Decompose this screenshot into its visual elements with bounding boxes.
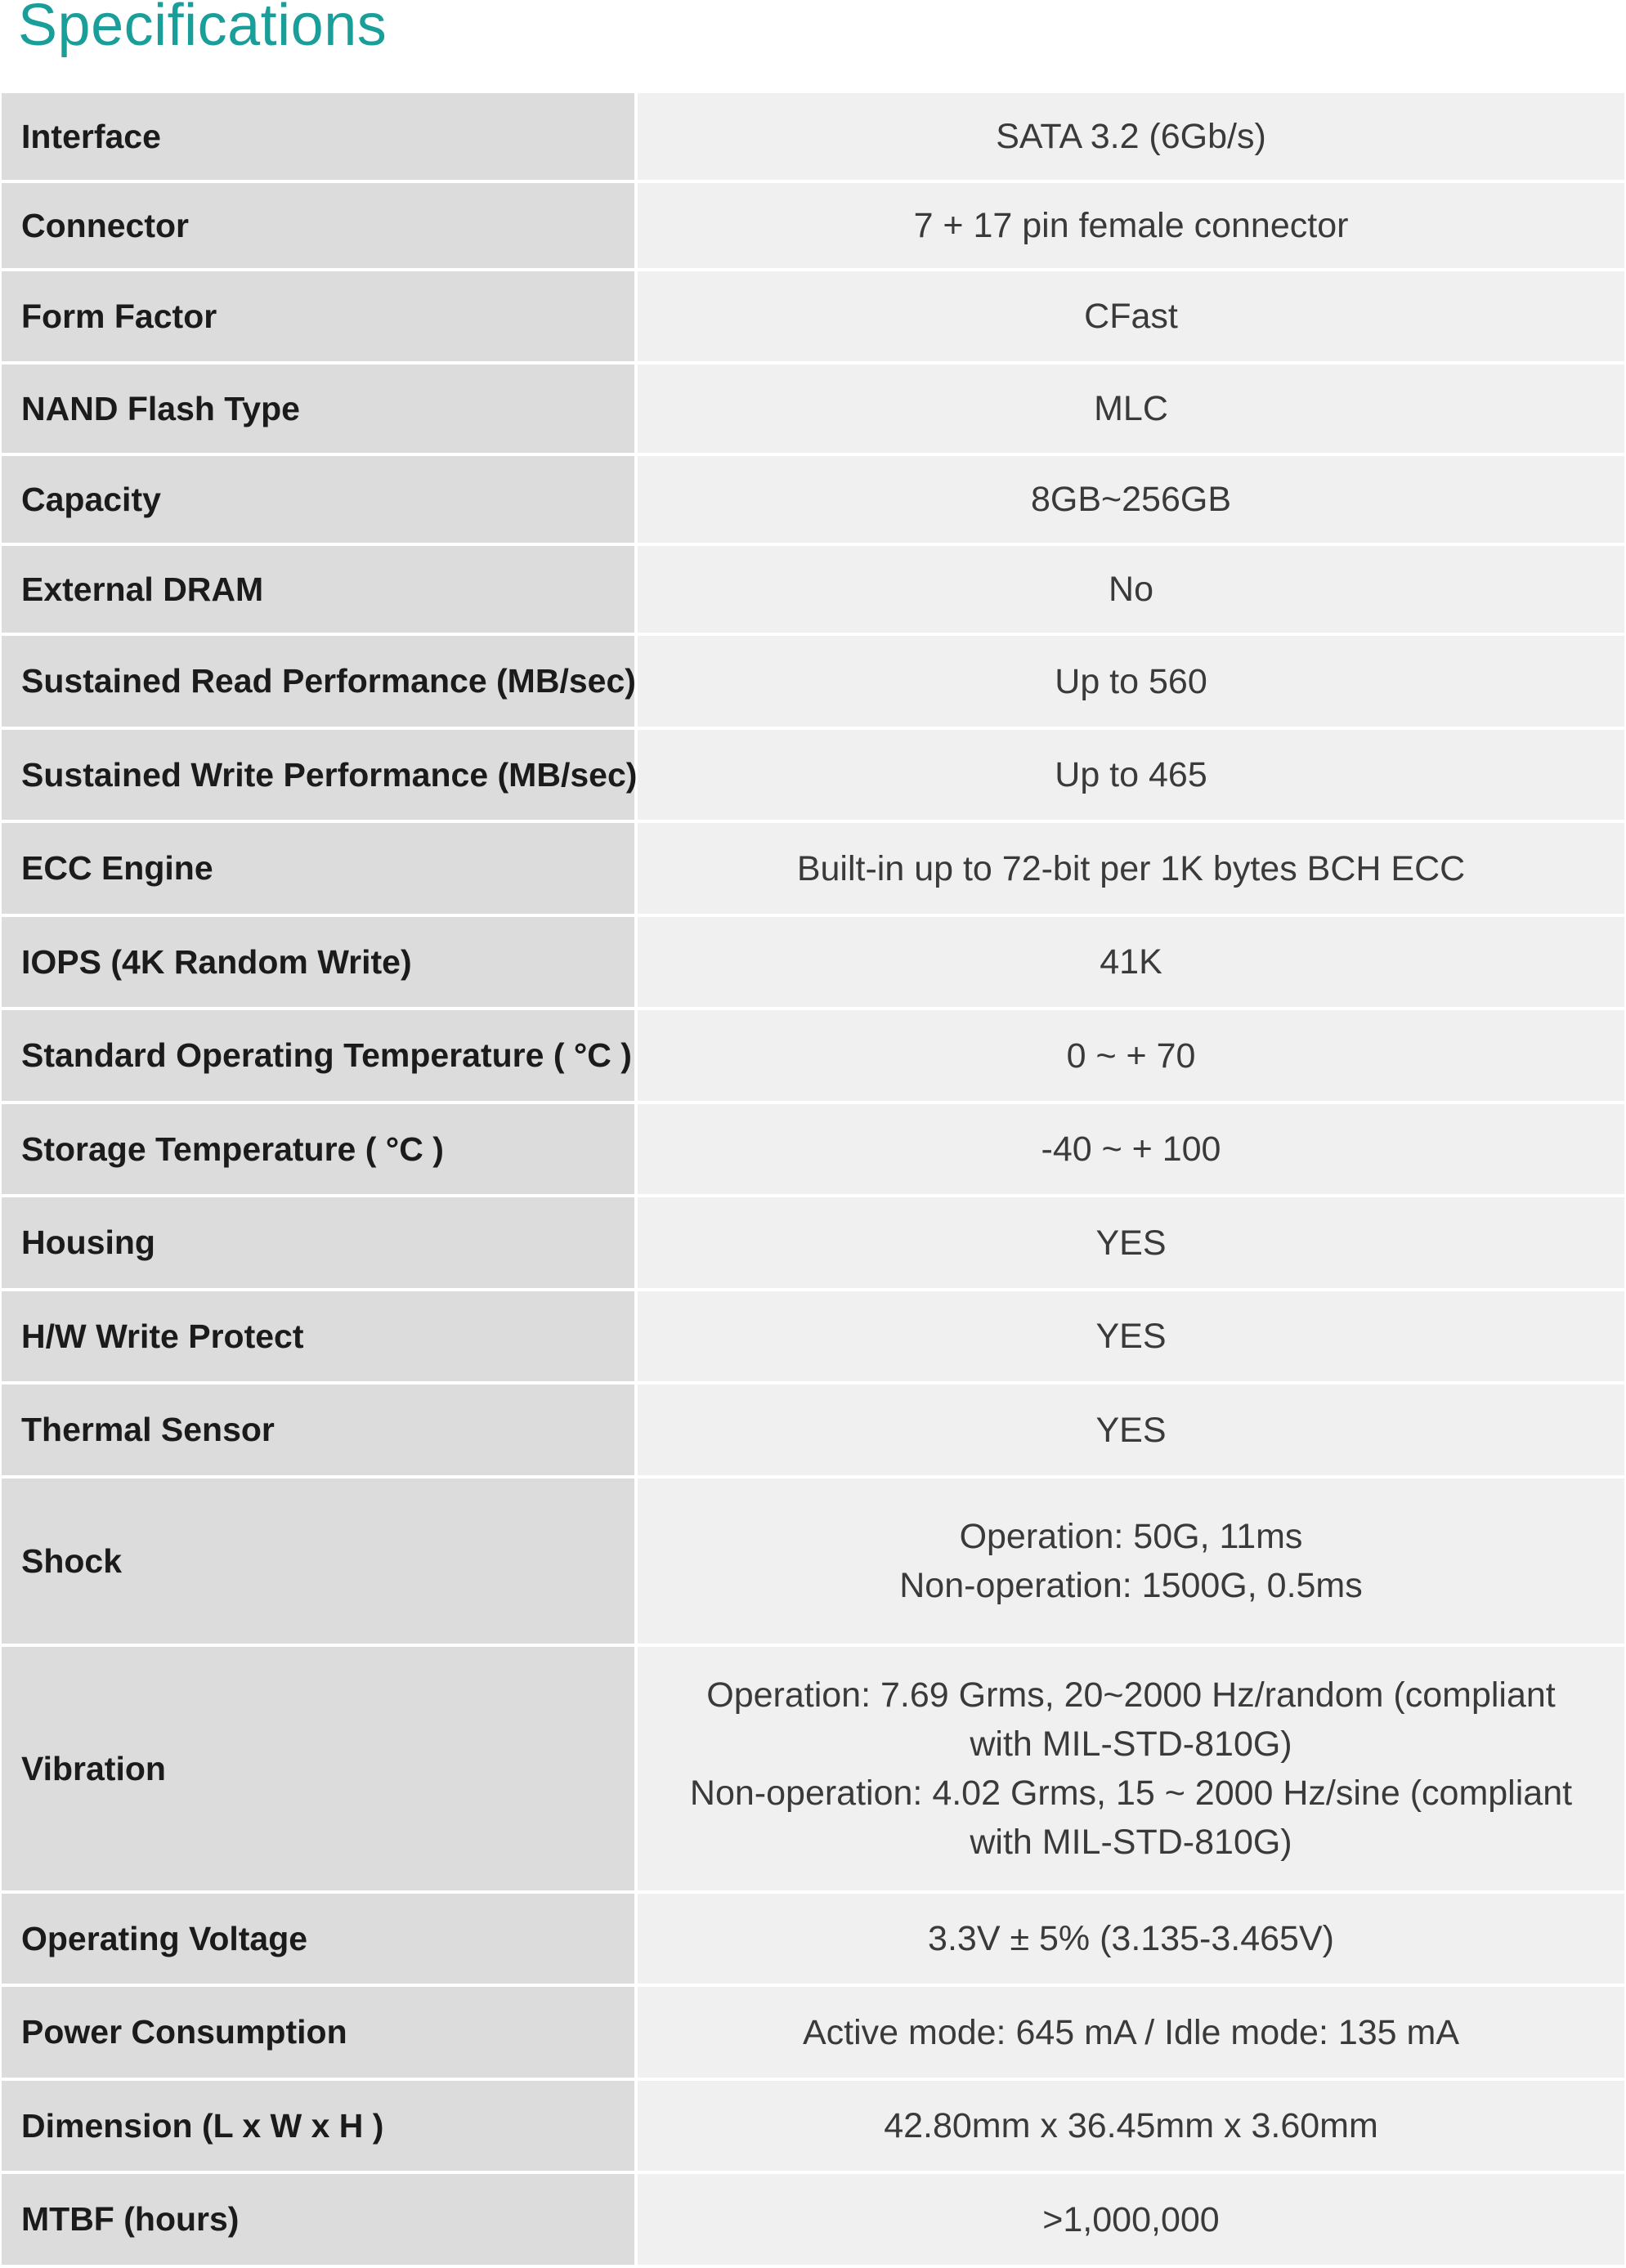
spec-value-line: SATA 3.2 (6Gb/s): [996, 117, 1266, 156]
spec-value: [636, 363, 1624, 454]
spec-value: [636, 1196, 1624, 1290]
spec-label: Shock: [2, 1477, 636, 1645]
spec-value: [636, 1985, 1624, 2079]
spec-label: Capacity: [2, 454, 636, 544]
spec-value-line: -40 ~ + 100: [1041, 1130, 1221, 1169]
spec-label: MTBF (hours): [2, 2172, 636, 2266]
spec-value: [636, 270, 1624, 363]
spec-value: [636, 1009, 1624, 1103]
spec-value: [636, 915, 1624, 1009]
specifications-table: [2, 93, 1624, 2268]
spec-value-line: 8GB~256GB: [1030, 480, 1232, 519]
page-title: Specifications: [18, 0, 387, 58]
spec-value-line: CFast: [1084, 297, 1178, 336]
table-row: [2, 1985, 1624, 2079]
spec-value: [636, 728, 1624, 821]
table-row: [2, 1196, 1624, 1290]
spec-value: [636, 544, 1624, 634]
spec-value-line: 7 + 17 pin female connector: [913, 206, 1349, 245]
table-row: [2, 2172, 1624, 2266]
table-row: [2, 915, 1624, 1009]
table-row: [2, 1383, 1624, 1477]
spec-value-line: MLC: [1094, 389, 1168, 428]
table-row: [2, 181, 1624, 270]
spec-value-line: Operation: 50G, 11ms: [959, 1517, 1303, 1556]
spec-value-line: >1,000,000: [1042, 2199, 1220, 2239]
table-row: [2, 544, 1624, 634]
table-row: [2, 363, 1624, 454]
spec-label: Vibration: [2, 1645, 636, 1892]
spec-value-line: YES: [1095, 1317, 1167, 1356]
spec-value-line: Up to 560: [1055, 661, 1207, 701]
table-row: [2, 93, 1624, 181]
table-row: [2, 728, 1624, 821]
spec-label: H/W Write Protect: [2, 1290, 636, 1383]
spec-value-line: 3.3V ± 5% (3.135-3.465V): [928, 1919, 1334, 1958]
spec-value-line: Operation: 7.69 Grms, 20~2000 Hz/random (compliant: [706, 1675, 1556, 1715]
spec-value: [636, 454, 1624, 544]
table-row: [2, 1290, 1624, 1383]
spec-value-line: YES: [1095, 1410, 1167, 1450]
spec-value: [636, 634, 1624, 728]
spec-value-line: Built-in up to 72-bit per 1K bytes BCH ECC: [796, 848, 1466, 888]
spec-value-line: with MIL-STD-810G): [970, 1823, 1292, 1862]
spec-value: [636, 1477, 1624, 1645]
spec-value-line: Non-operation: 1500G, 0.5ms: [899, 1566, 1363, 1605]
spec-value-line: 0 ~ + 70: [1066, 1036, 1196, 1076]
spec-label: Connector: [2, 181, 636, 270]
spec-label: IOPS (4K Random Write): [2, 915, 636, 1009]
table-row: [2, 1009, 1624, 1103]
spec-value: [636, 2079, 1624, 2172]
spec-label: Dimension (L x W x H ): [2, 2079, 636, 2172]
spec-label: External DRAM: [2, 544, 636, 634]
table-row: [2, 1103, 1624, 1196]
spec-value: [636, 93, 1624, 181]
spec-value: [636, 1290, 1624, 1383]
spec-label: Thermal Sensor: [2, 1383, 636, 1477]
spec-value: [636, 1103, 1624, 1196]
table-row: [2, 1892, 1624, 1985]
spec-label: NAND Flash Type: [2, 363, 636, 454]
table-row: [2, 2079, 1624, 2172]
spec-label: Interface: [2, 93, 636, 181]
spec-label: Sustained Read Performance (MB/sec): [2, 634, 636, 728]
spec-value-line: with MIL-STD-810G): [970, 1724, 1292, 1764]
spec-value: [636, 2172, 1624, 2266]
spec-value: [636, 181, 1624, 270]
spec-label: Storage Temperature ( °C ): [2, 1103, 636, 1196]
spec-label: Housing: [2, 1196, 636, 1290]
table-row: [2, 454, 1624, 544]
spec-value: [636, 1383, 1624, 1477]
spec-value-line: Up to 465: [1055, 755, 1207, 794]
spec-value-line: YES: [1095, 1223, 1167, 1263]
table-row: [2, 1477, 1624, 1645]
spec-value-line: Active mode: 645 mA / Idle mode: 135 mA: [802, 2012, 1460, 2052]
spec-value: [636, 821, 1624, 915]
spec-label: ECC Engine: [2, 821, 636, 915]
spec-label: Power Consumption: [2, 1985, 636, 2079]
table-row: [2, 634, 1624, 728]
spec-label: Form Factor: [2, 270, 636, 363]
spec-label: Sustained Write Performance (MB/sec): [2, 728, 636, 821]
spec-value: [636, 1645, 1624, 1892]
table-row: [2, 1645, 1624, 1892]
spec-value-line: No: [1109, 570, 1153, 609]
spec-label: Standard Operating Temperature ( °C ): [2, 1009, 636, 1103]
spec-value-line: 42.80mm x 36.45mm x 3.60mm: [884, 2106, 1378, 2145]
spec-value-line: 41K: [1100, 942, 1162, 982]
spec-value-line: Non-operation: 4.02 Grms, 15 ~ 2000 Hz/sine (compliant: [689, 1774, 1573, 1813]
table-row: [2, 821, 1624, 915]
table-row: [2, 270, 1624, 363]
spec-value: [636, 1892, 1624, 1985]
spec-label: Operating Voltage: [2, 1892, 636, 1985]
